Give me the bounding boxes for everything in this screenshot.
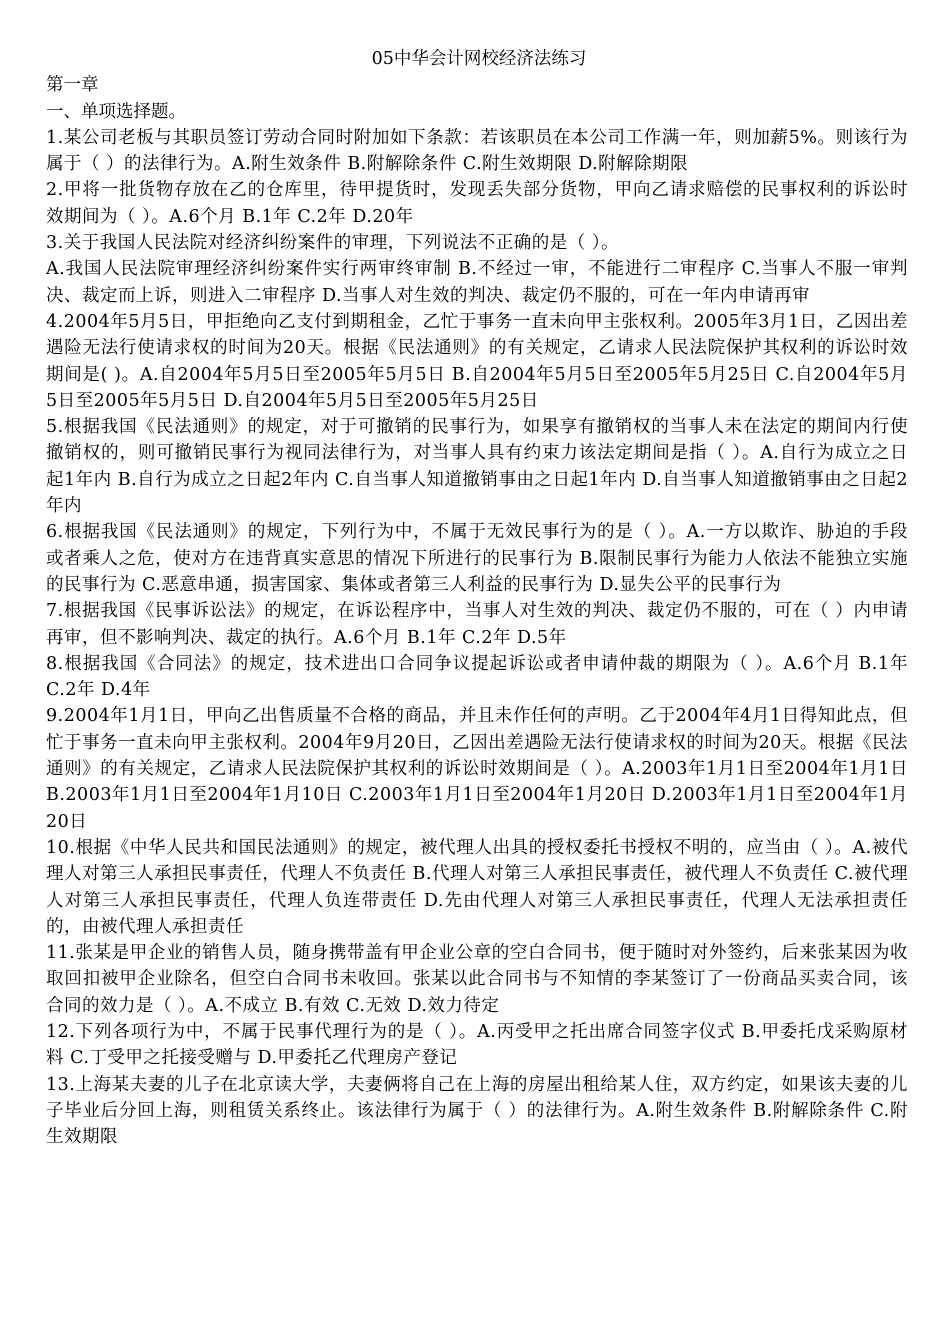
question-3: 3.关于我国人民法院对经济纠纷案件的审理，下列说法不正确的是（ ）。: [46, 233, 620, 254]
question-8: 8.根据我国《合同法》的规定，技术进出口合同争议提起诉讼或者申请仲裁的期限为（ ）。A.6个月 B.1年 C.2年 D.4年: [46, 653, 908, 701]
question-1: 1.某公司老板与其职员签订劳动合同时附加如下条款：若该职员在本公司工作满一年，则加薪5%。则该行为属于（ ）的法律行为。A.附生效条件 B.附解除条件 C.附生效期限 D.附解除期限: [46, 127, 908, 175]
question-4: 4.2004年5月5日，甲拒绝向乙支付到期租金，乙忙于事务一直未向甲主张权利。2005年3月1日，乙因出差遇险无法行使请求权的时间为20天。根据《民法通则》的有关规定，乙请求人民法院保护其权利的诉讼时效期间是( )。A.自2004年5月5日至2005年5月5日 B.自2004年5月5日至2005年5月25日 C.自2004年5月5日至2005年5月5日 D.自2004年5月5日至2005年5月25日: [46, 311, 908, 411]
chapter-heading: 第一章: [46, 75, 99, 96]
question-10: 10.根据《中华人民共和国民法通则》的规定，被代理人出具的授权委托书授权不明的，应当由（ ）。A.被代理人对第三人承担民事责任，代理人不负责任 B.代理人对第三人承担民事责任，被代理人不负责任 C.被代理人对第三人承担民事责任，代理人负连带责任 D.先由代理人对第三人承担民事责任，代理人无法承担责任的，由被代理人承担责任: [46, 837, 908, 937]
question-12: 12.下列各项行为中，不属于民事代理行为的是（ ）。A.丙受甲之托出席合同签字仪式 B.甲委托戊采购原材料 C.丁受甲之托接受赠与 D.甲委托乙代理房产登记: [46, 1021, 908, 1069]
question-3-options: A.我国人民法院审理经济纠纷案件实行两审终审制 B.不经过一审，不能进行二审程序 C.当事人不服一审判决、裁定而上诉，则进入二审程序 D.当事人对生效的判决、裁定仍不服的，可在一年内申请再审: [46, 259, 908, 306]
question-5: 5.根据我国《民法通则》的规定，对于可撤销的民事行为，如果享有撤销权的当事人未在法定的期间内行使撤销权的，则可撤销民事行为视同法律行为，对当事人具有约束力该法定期间是指（ ）。A.自行为成立之日起1年内 B.自行为成立之日起2年内 C.自当事人知道撤销事由之日起1年内 D.自当事人知道撤销事由之日起2年内: [46, 417, 908, 517]
question-6: 6.根据我国《民法通则》的规定，下列行为中，不属于无效民事行为的是（ ）。A.一方以欺诈、胁迫的手段或者乘人之危，使对方在违背真实意思的情况下所进行的民事行为 B.限制民事行为能力人依法不能独立实施的民事行为 C.恶意串通，损害国家、集体或者第三人利益的民事行为 D.显失公平的民事行为: [46, 522, 908, 595]
question-13: 13.上海某夫妻的儿子在北京读大学，夫妻俩将自己在上海的房屋出租给某人住，双方约定，如果该夫妻的儿子毕业后分回上海，则租赁关系终止。该法律行为属于（ ）的法律行为。A.附生效条件 B.附解除条件 C.附生效期限: [46, 1074, 908, 1148]
document-page: [46, 46, 908, 1150]
question-2: 2.甲将一批货物存放在乙的仓库里，待甲提货时，发现丢失部分货物，甲向乙请求赔偿的民事权利的诉讼时效期间为（ ）。A.6个月 B.1年 C.2年 D.20年: [46, 180, 908, 227]
document-title: 05中华会计网校经济法练习: [371, 49, 587, 69]
section-heading: 一、单项选择题。: [46, 101, 186, 122]
question-9: 9.2004年1月1日，甲向乙出售质量不合格的商品，并且未作任何的声明。乙于2004年4月1日得知此点，但忙于事务一直未向甲主张权利。2004年9月20日，乙因出差遇险无法行使请求权的时间为20天。根据《民法通则》的有关规定，乙请求人民法院保护其权利的诉讼时效期间是（ ）。A.2003年1月1日至2004年1月1日 B.2003年1月1日至2004年1月10日 C.2003年1月1日至2004年1月20日 D.2003年1月1日至2004年1月20日: [46, 706, 908, 832]
question-11: 11.张某是甲企业的销售人员，随身携带盖有甲企业公章的空白合同书，便于随时对外签约，后来张某因为收取回扣被甲企业除名，但空白合同书未收回。张某以此合同书与不知情的李某签订了一份商品买卖合同，该合同的效力是（ ）。A.不成立 B.有效 C.无效 D.效力待定: [46, 943, 908, 1016]
question-7: 7.根据我国《民事诉讼法》的规定，在诉讼程序中，当事人对生效的判决、裁定仍不服的，可在（ ）内申请再审，但不影响判决、裁定的执行。A.6个月 B.1年 C.2年 D.5年: [46, 601, 908, 648]
